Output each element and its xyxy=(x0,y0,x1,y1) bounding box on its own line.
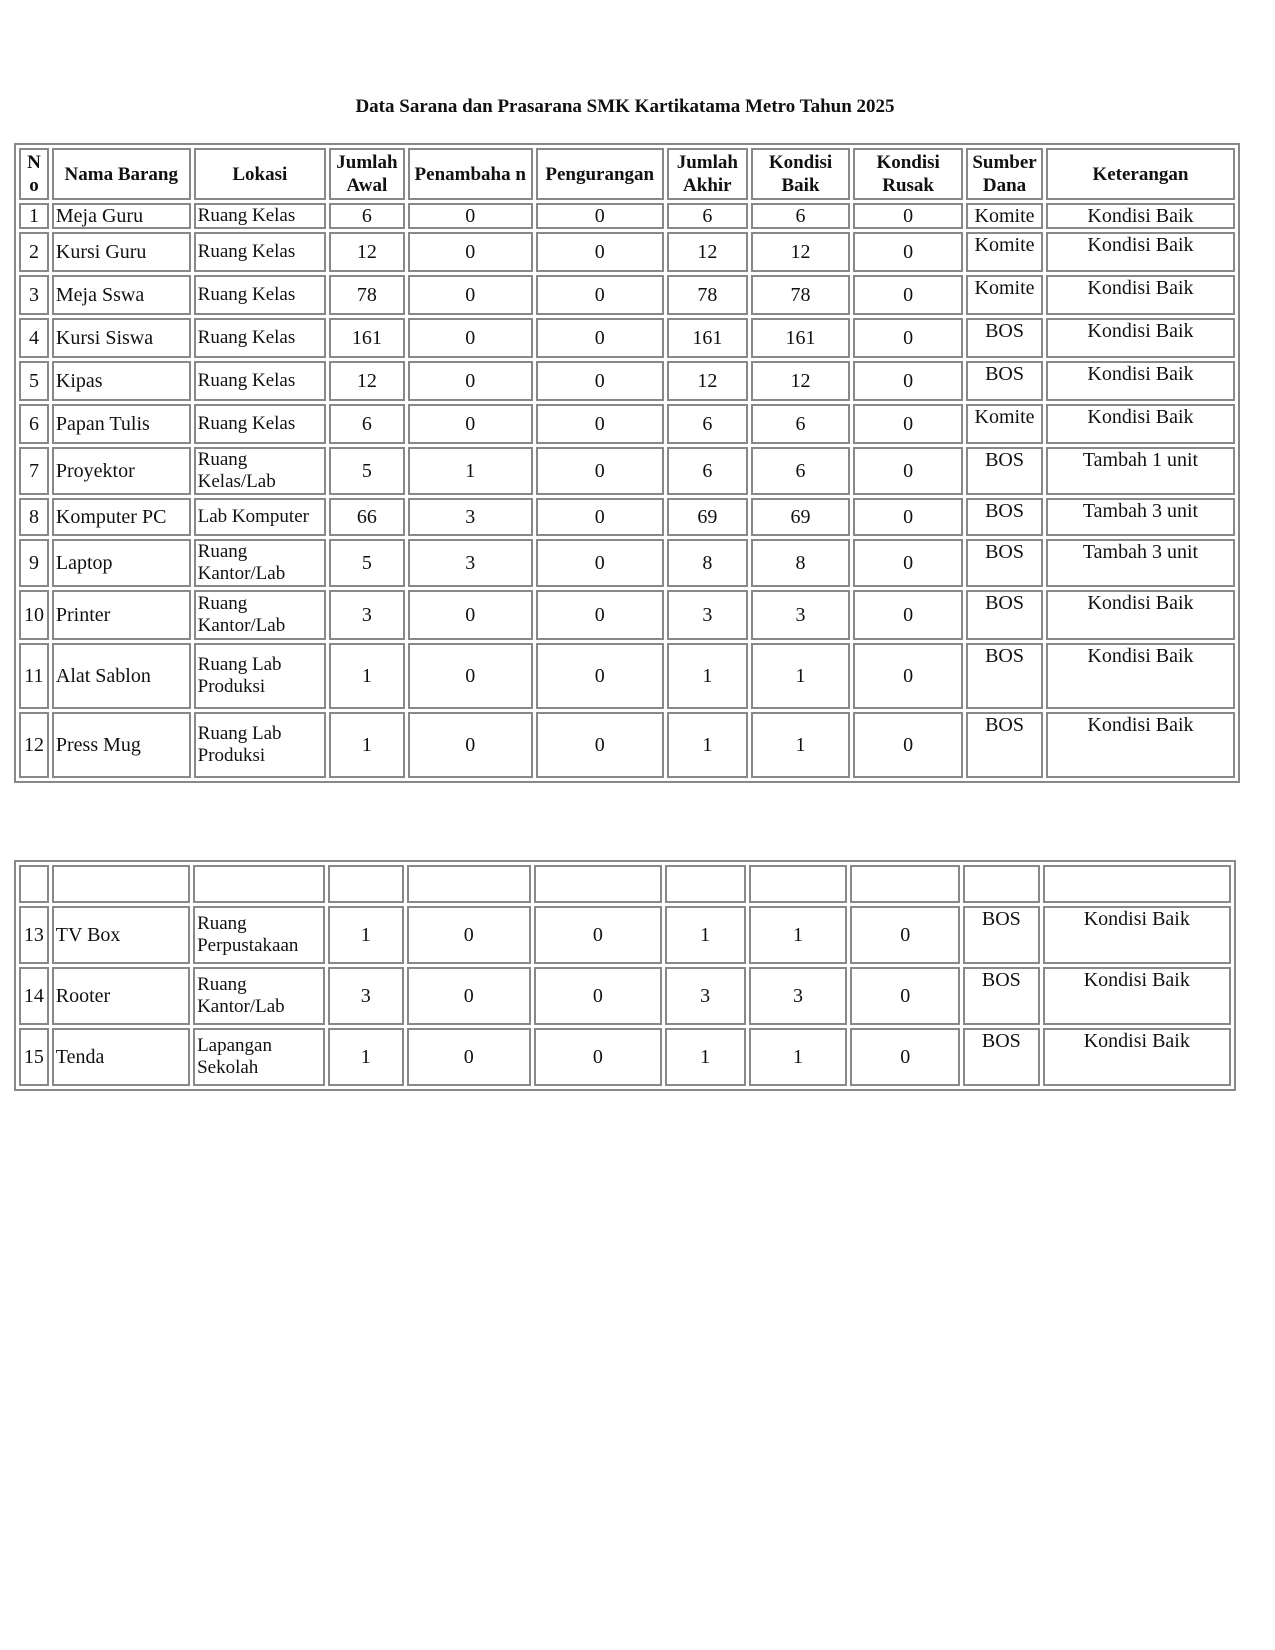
cell-penambahan: 3 xyxy=(408,498,533,536)
cell-sumber-dana: BOS xyxy=(966,447,1043,495)
cell-penambahan: 0 xyxy=(407,906,531,964)
cell-no: 8 xyxy=(19,498,49,536)
cell-penambahan: 0 xyxy=(408,318,533,358)
table-row xyxy=(19,1028,1231,1086)
cell-lokasi: Ruang Perpustakaan xyxy=(193,906,325,964)
cell-lokasi: Ruang Kelas/Lab xyxy=(194,447,326,495)
empty-cell xyxy=(328,865,404,903)
cell-no: 1 xyxy=(19,203,49,229)
empty-row xyxy=(19,865,1231,903)
cell-no: 10 xyxy=(19,590,49,640)
cell-pengurangan: 0 xyxy=(534,906,662,964)
table-row xyxy=(19,498,1235,536)
cell-keterangan: Kondisi Baik xyxy=(1046,275,1235,315)
page-title: Data Sarana dan Prasarana SMK Kartikatama Metro Tahun 2025 xyxy=(355,96,895,117)
cell-jumlah-awal: 1 xyxy=(328,1028,404,1086)
empty-cell xyxy=(534,865,662,903)
cell-jumlah-akhir: 6 xyxy=(667,447,748,495)
cell-penambahan: 3 xyxy=(408,539,533,587)
header-kondisi-rusak: Kondisi Rusak xyxy=(853,148,963,200)
header-pengurangan: Pengurangan xyxy=(536,148,664,200)
cell-keterangan: Kondisi Baik xyxy=(1046,712,1235,778)
cell-pengurangan: 0 xyxy=(536,643,664,709)
cell-nama-barang: Komputer PC xyxy=(52,498,191,536)
cell-jumlah-akhir: 3 xyxy=(667,590,748,640)
cell-penambahan: 0 xyxy=(408,203,533,229)
cell-penambahan: 0 xyxy=(407,967,531,1025)
table-row xyxy=(19,275,1235,315)
header-penambahan: Penambaha n xyxy=(408,148,533,200)
cell-no: 14 xyxy=(19,967,49,1025)
inventory-table-continued xyxy=(14,860,1236,1091)
cell-pengurangan: 0 xyxy=(534,1028,662,1086)
cell-jumlah-akhir: 69 xyxy=(667,498,748,536)
cell-sumber-dana: BOS xyxy=(966,643,1043,709)
header-kondisi-baik: Kondisi Baik xyxy=(751,148,850,200)
table-row xyxy=(19,539,1235,587)
cell-sumber-dana: BOS xyxy=(966,590,1043,640)
table-body xyxy=(19,203,1235,778)
cell-sumber-dana: BOS xyxy=(966,712,1043,778)
cell-lokasi: Ruang Kelas xyxy=(194,203,326,229)
cell-jumlah-awal: 3 xyxy=(328,967,404,1025)
cell-keterangan: Kondisi Baik xyxy=(1046,361,1235,401)
cell-pengurangan: 0 xyxy=(536,203,664,229)
cell-jumlah-akhir: 12 xyxy=(667,232,748,272)
cell-pengurangan: 0 xyxy=(536,447,664,495)
cell-nama-barang: Meja Guru xyxy=(52,203,191,229)
cell-kondisi-baik: 6 xyxy=(751,447,850,495)
cell-jumlah-awal: 6 xyxy=(329,404,405,444)
cell-kondisi-rusak: 0 xyxy=(853,361,963,401)
cell-sumber-dana: Komite xyxy=(966,232,1043,272)
cell-lokasi: Lab Komputer xyxy=(194,498,326,536)
header-keterangan: Keterangan xyxy=(1046,148,1235,200)
cell-keterangan: Kondisi Baik xyxy=(1046,318,1235,358)
cell-jumlah-awal: 1 xyxy=(328,906,404,964)
cell-no: 2 xyxy=(19,232,49,272)
cell-kondisi-baik: 6 xyxy=(751,404,850,444)
cell-nama-barang: Alat Sablon xyxy=(52,643,191,709)
cell-kondisi-rusak: 0 xyxy=(850,906,960,964)
cell-jumlah-akhir: 8 xyxy=(667,539,748,587)
cell-lokasi: Ruang Kelas xyxy=(194,361,326,401)
cell-penambahan: 0 xyxy=(408,590,533,640)
cell-jumlah-awal: 12 xyxy=(329,361,405,401)
cell-sumber-dana: BOS xyxy=(963,967,1040,1025)
cell-kondisi-rusak: 0 xyxy=(853,318,963,358)
cell-keterangan: Kondisi Baik xyxy=(1046,232,1235,272)
cell-lokasi: Ruang Lab Produksi xyxy=(194,643,326,709)
cell-penambahan: 0 xyxy=(408,275,533,315)
header-lokasi: Lokasi xyxy=(194,148,326,200)
cell-kondisi-baik: 12 xyxy=(751,232,850,272)
cell-kondisi-rusak: 0 xyxy=(853,203,963,229)
cell-sumber-dana: Komite xyxy=(966,203,1043,229)
cell-lokasi: Ruang Kelas xyxy=(194,404,326,444)
cell-jumlah-awal: 1 xyxy=(329,643,405,709)
cell-nama-barang: Papan Tulis xyxy=(52,404,191,444)
cell-jumlah-awal: 6 xyxy=(329,203,405,229)
cell-jumlah-akhir: 3 xyxy=(665,967,746,1025)
cell-jumlah-awal: 1 xyxy=(329,712,405,778)
cell-kondisi-baik: 161 xyxy=(751,318,850,358)
cell-pengurangan: 0 xyxy=(536,404,664,444)
cell-kondisi-rusak: 0 xyxy=(853,404,963,444)
cell-sumber-dana: BOS xyxy=(963,1028,1040,1086)
cell-jumlah-akhir: 161 xyxy=(667,318,748,358)
cell-kondisi-baik: 8 xyxy=(751,539,850,587)
cell-keterangan: Kondisi Baik xyxy=(1043,967,1231,1025)
header-jumlah-akhir: Jumlah Akhir xyxy=(667,148,748,200)
cell-jumlah-akhir: 1 xyxy=(667,643,748,709)
cell-pengurangan: 0 xyxy=(536,361,664,401)
empty-cell xyxy=(19,865,49,903)
cell-jumlah-awal: 5 xyxy=(329,539,405,587)
empty-cell xyxy=(193,865,325,903)
cell-penambahan: 0 xyxy=(408,361,533,401)
cell-jumlah-awal: 5 xyxy=(329,447,405,495)
cell-keterangan: Kondisi Baik xyxy=(1046,590,1235,640)
header-nama-barang: Nama Barang xyxy=(52,148,191,200)
cell-keterangan: Kondisi Baik xyxy=(1046,404,1235,444)
cell-nama-barang: Printer xyxy=(52,590,191,640)
inventory-table xyxy=(14,143,1240,783)
cell-sumber-dana: BOS xyxy=(966,318,1043,358)
empty-cell xyxy=(1043,865,1231,903)
cell-kondisi-rusak: 0 xyxy=(850,967,960,1025)
cell-pengurangan: 0 xyxy=(536,232,664,272)
cell-nama-barang: Tenda xyxy=(52,1028,190,1086)
cell-jumlah-akhir: 6 xyxy=(667,203,748,229)
cell-no: 15 xyxy=(19,1028,49,1086)
cell-jumlah-awal: 12 xyxy=(329,232,405,272)
cell-keterangan: Tambah 3 unit xyxy=(1046,539,1235,587)
cell-kondisi-rusak: 0 xyxy=(850,1028,960,1086)
cell-penambahan: 0 xyxy=(407,1028,531,1086)
empty-cell xyxy=(850,865,960,903)
table-body-continued xyxy=(19,865,1231,1086)
cell-kondisi-baik: 1 xyxy=(751,712,850,778)
cell-pengurangan: 0 xyxy=(536,539,664,587)
header-sumber-dana: Sumber Dana xyxy=(966,148,1043,200)
cell-kondisi-rusak: 0 xyxy=(853,275,963,315)
cell-no: 11 xyxy=(19,643,49,709)
cell-kondisi-baik: 3 xyxy=(751,590,850,640)
cell-lokasi: Ruang Kantor/Lab xyxy=(193,967,325,1025)
cell-no: 12 xyxy=(19,712,49,778)
cell-kondisi-rusak: 0 xyxy=(853,539,963,587)
cell-kondisi-baik: 3 xyxy=(749,967,848,1025)
empty-cell xyxy=(665,865,746,903)
cell-keterangan: Kondisi Baik xyxy=(1046,203,1235,229)
cell-jumlah-awal: 66 xyxy=(329,498,405,536)
cell-pengurangan: 0 xyxy=(534,967,662,1025)
cell-no: 3 xyxy=(19,275,49,315)
cell-sumber-dana: Komite xyxy=(966,275,1043,315)
cell-keterangan: Kondisi Baik xyxy=(1043,906,1231,964)
cell-lokasi: Ruang Lab Produksi xyxy=(194,712,326,778)
table-row xyxy=(19,232,1235,272)
cell-keterangan: Tambah 1 unit xyxy=(1046,447,1235,495)
cell-kondisi-baik: 6 xyxy=(751,203,850,229)
cell-no: 7 xyxy=(19,447,49,495)
cell-jumlah-akhir: 1 xyxy=(665,1028,746,1086)
cell-lokasi: Ruang Kelas xyxy=(194,318,326,358)
cell-nama-barang: Laptop xyxy=(52,539,191,587)
header-jumlah-awal: Jumlah Awal xyxy=(329,148,405,200)
cell-kondisi-rusak: 0 xyxy=(853,232,963,272)
cell-nama-barang: Kursi Siswa xyxy=(52,318,191,358)
cell-kondisi-rusak: 0 xyxy=(853,590,963,640)
cell-nama-barang: TV Box xyxy=(52,906,190,964)
table-row xyxy=(19,643,1235,709)
table-row xyxy=(19,447,1235,495)
table-row xyxy=(19,712,1235,778)
cell-nama-barang: Press Mug xyxy=(52,712,191,778)
cell-lokasi: Ruang Kantor/Lab xyxy=(194,590,326,640)
cell-jumlah-akhir: 78 xyxy=(667,275,748,315)
cell-kondisi-baik: 78 xyxy=(751,275,850,315)
cell-kondisi-rusak: 0 xyxy=(853,643,963,709)
cell-nama-barang: Kipas xyxy=(52,361,191,401)
cell-sumber-dana: Komite xyxy=(966,404,1043,444)
cell-nama-barang: Kursi Guru xyxy=(52,232,191,272)
cell-nama-barang: Meja Sswa xyxy=(52,275,191,315)
cell-sumber-dana: BOS xyxy=(966,539,1043,587)
empty-cell xyxy=(749,865,848,903)
table-row xyxy=(19,967,1231,1025)
cell-no: 9 xyxy=(19,539,49,587)
cell-no: 13 xyxy=(19,906,49,964)
header-no: N o xyxy=(19,148,49,200)
cell-jumlah-awal: 3 xyxy=(329,590,405,640)
table-row xyxy=(19,361,1235,401)
cell-pengurangan: 0 xyxy=(536,590,664,640)
cell-lokasi: Ruang Kantor/Lab xyxy=(194,539,326,587)
cell-penambahan: 0 xyxy=(408,404,533,444)
cell-pengurangan: 0 xyxy=(536,498,664,536)
cell-nama-barang: Proyektor xyxy=(52,447,191,495)
cell-lokasi: Lapangan Sekolah xyxy=(193,1028,325,1086)
cell-penambahan: 0 xyxy=(408,712,533,778)
cell-kondisi-baik: 1 xyxy=(749,906,848,964)
cell-pengurangan: 0 xyxy=(536,275,664,315)
cell-kondisi-baik: 1 xyxy=(749,1028,848,1086)
table-row xyxy=(19,404,1235,444)
cell-jumlah-akhir: 1 xyxy=(665,906,746,964)
cell-kondisi-rusak: 0 xyxy=(853,712,963,778)
empty-cell xyxy=(407,865,531,903)
cell-lokasi: Ruang Kelas xyxy=(194,275,326,315)
cell-jumlah-akhir: 6 xyxy=(667,404,748,444)
cell-pengurangan: 0 xyxy=(536,712,664,778)
empty-cell xyxy=(963,865,1040,903)
cell-penambahan: 0 xyxy=(408,232,533,272)
cell-keterangan: Tambah 3 unit xyxy=(1046,498,1235,536)
cell-jumlah-akhir: 1 xyxy=(667,712,748,778)
cell-penambahan: 0 xyxy=(408,643,533,709)
cell-sumber-dana: BOS xyxy=(963,906,1040,964)
cell-no: 4 xyxy=(19,318,49,358)
cell-jumlah-awal: 161 xyxy=(329,318,405,358)
table-row xyxy=(19,318,1235,358)
cell-kondisi-baik: 12 xyxy=(751,361,850,401)
header-row xyxy=(19,148,1235,200)
cell-no: 6 xyxy=(19,404,49,444)
table-row xyxy=(19,590,1235,640)
cell-kondisi-baik: 69 xyxy=(751,498,850,536)
cell-sumber-dana: BOS xyxy=(966,498,1043,536)
cell-keterangan: Kondisi Baik xyxy=(1046,643,1235,709)
table-row xyxy=(19,906,1231,964)
cell-kondisi-rusak: 0 xyxy=(853,498,963,536)
cell-keterangan: Kondisi Baik xyxy=(1043,1028,1231,1086)
cell-pengurangan: 0 xyxy=(536,318,664,358)
cell-jumlah-akhir: 12 xyxy=(667,361,748,401)
cell-kondisi-rusak: 0 xyxy=(853,447,963,495)
cell-no: 5 xyxy=(19,361,49,401)
cell-lokasi: Ruang Kelas xyxy=(194,232,326,272)
empty-cell xyxy=(52,865,190,903)
cell-sumber-dana: BOS xyxy=(966,361,1043,401)
cell-jumlah-awal: 78 xyxy=(329,275,405,315)
cell-penambahan: 1 xyxy=(408,447,533,495)
cell-kondisi-baik: 1 xyxy=(751,643,850,709)
cell-nama-barang: Rooter xyxy=(52,967,190,1025)
table-row xyxy=(19,203,1235,229)
